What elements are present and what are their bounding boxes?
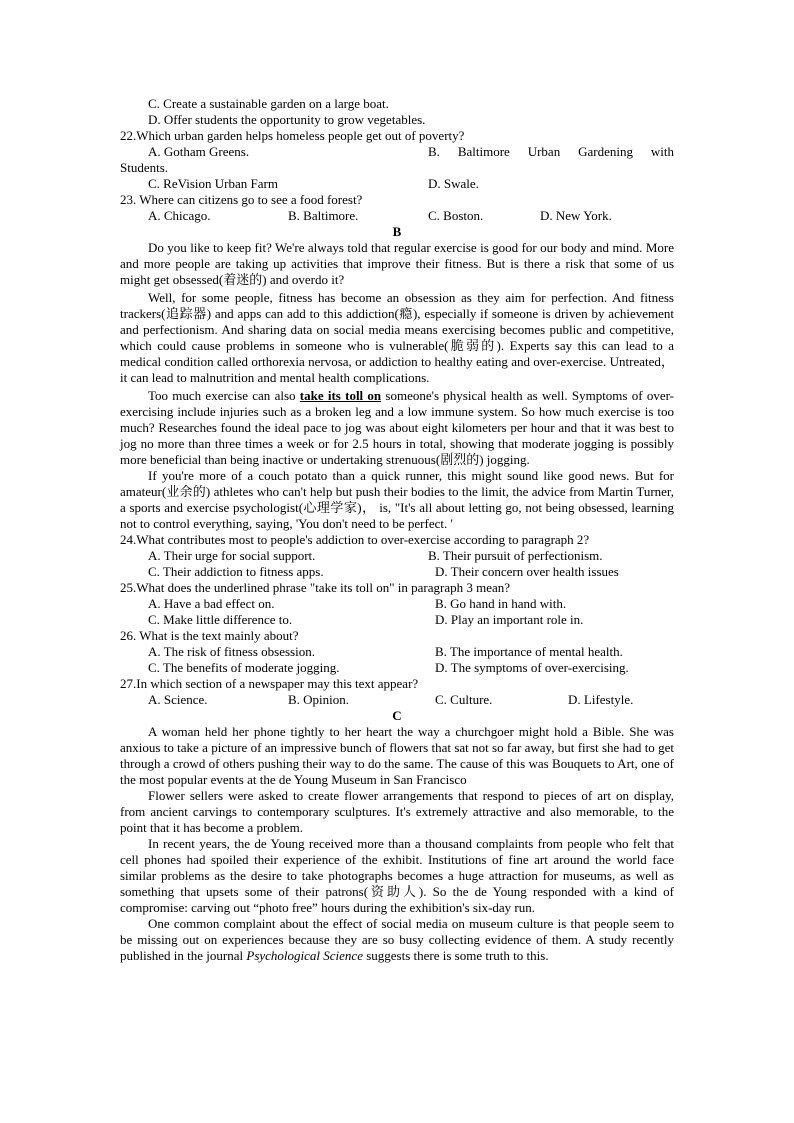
q22-option-a: A. Gotham Greens. bbox=[148, 144, 250, 159]
q24-options-ab bbox=[120, 548, 674, 564]
q26-option-c: C. The benefits of moderate jogging. bbox=[148, 660, 340, 675]
q23-option-b: B. Baltimore. bbox=[288, 208, 359, 223]
section-b-paragraph-2: Well, for some people, fitness has become an obsession as they aim for perfection. And fitness trackers(追踪器) and apps can add to this addiction(瘾), especially if someone is driven by achievement and perfectionism. And sharing data on social media means exercising becomes public and competitive, which could cause problems in someone who is vulnerable(脆弱的). Experts say this can lead to a medical condition called orthorexia nervosa, or addiction to healthy eating and over-exercise. Untreated，it can lead to malnutrition and mental health complications. bbox=[120, 290, 674, 385]
section-c-paragraph-2: Flower sellers were asked to create flower arrangements that respond to pieces of art on display, from ancient carvings to contemporary sculptures. It's extremely attractive and also memorable, to the point that it has become a problem. bbox=[120, 788, 674, 835]
q26-options-cd bbox=[120, 660, 674, 676]
q27-stem: 27.In which section of a newspaper may this text appear? bbox=[120, 676, 419, 691]
section-c-paragraph-4: One common complaint about the effect of social media on museum culture is that people seem to be missing out on experiences because they are so busy collecting evidence of them. A study recently published in the journal Psychological Science suggests there is some truth to this. bbox=[120, 916, 674, 963]
exam-page bbox=[120, 96, 674, 964]
q24-options-cd bbox=[120, 564, 674, 580]
q23-option-a: A. Chicago. bbox=[148, 208, 211, 223]
q25-options-ab bbox=[120, 596, 674, 612]
q25-stem: 25.What does the underlined phrase "take its toll on" in paragraph 3 mean? bbox=[120, 580, 511, 595]
q24-option-b: B. Their pursuit of perfectionism. bbox=[428, 548, 603, 563]
q21-option-d: D. Offer students the opportunity to grow vegetables. bbox=[148, 112, 426, 127]
q24-stem: 24.What contributes most to people's addiction to over-exercise according to paragraph 2? bbox=[120, 532, 590, 547]
q22-stem: 22.Which urban garden helps homeless people get out of poverty? bbox=[120, 128, 465, 143]
section-c-heading: C bbox=[392, 708, 402, 723]
q27-option-b: B. Opinion. bbox=[288, 692, 350, 707]
section-c-paragraph-1: A woman held her phone tightly to her heart the way a churchgoer might hold a Bible. She was anxious to take a picture of an impressive bunch of flowers that sat not so far away, but first she had to get through a crowd of others pushing their way to do the same. The cause of this was Bouquets to Art, one of the most popular events at the de Young Museum in San Francisco bbox=[120, 724, 674, 787]
section-b-heading: B bbox=[392, 224, 402, 239]
q26-option-d: D. The symptoms of over-exercising. bbox=[435, 660, 629, 675]
section-c-passage bbox=[120, 724, 674, 964]
q25-option-c: C. Make little difference to. bbox=[148, 612, 293, 627]
q22-options-ab bbox=[120, 144, 674, 160]
underlined-phrase: take its toll on bbox=[299, 388, 382, 403]
q25-option-d: D. Play an important role in. bbox=[435, 612, 584, 627]
q23-option-d: D. New York. bbox=[540, 208, 612, 223]
journal-title: Psychological Science bbox=[246, 948, 363, 963]
q23-options bbox=[120, 208, 674, 224]
q26-option-a: A. The risk of fitness obsession. bbox=[148, 644, 315, 659]
q23-stem: 23. Where can citizens go to see a food forest? bbox=[120, 192, 363, 207]
q24-option-c: C. Their addiction to fitness apps. bbox=[148, 564, 324, 579]
q25-options-cd bbox=[120, 612, 674, 628]
q22-option-c: C. ReVision Urban Farm bbox=[148, 176, 278, 191]
section-b-paragraph-3: Too much exercise can also take its toll on someone's physical health as well. Symptoms of over-exercising include injuries such as a broken leg and a low immune system. So how much exercise is too much? Researches found the ideal pace to jog was about eight kilometers per hour and that it was best to jog no more than three times a week or for 2.5 hours in total, showing that moderate jogging is possibly more beneficial than being inactive or undertaking strenuous(剧烈的) jogging. bbox=[120, 388, 674, 467]
q25-option-a: A. Have a bad effect on. bbox=[148, 596, 275, 611]
q25-option-b: B. Go hand in hand with. bbox=[435, 596, 567, 611]
q27-option-a: A. Science. bbox=[148, 692, 208, 707]
q27-option-c: C. Culture. bbox=[435, 692, 493, 707]
q26-stem: 26. What is the text mainly about? bbox=[120, 628, 299, 643]
q24-option-a: A. Their urge for social support. bbox=[148, 548, 316, 563]
q22-option-d: D. Swale. bbox=[428, 176, 479, 191]
section-c-paragraph-3: In recent years, the de Young received more than a thousand complaints from people who felt that cell phones had spoiled their experience of the exhibit. Institutions of fine art around the world face similar problems as the desire to take photographs becomes a huge attraction for museums, as well as something that upsets some of their patrons(资助人). So the de Young responded with a kind of compromise: carving out “photo free” hours during the exhibition's six-day run. bbox=[120, 836, 674, 915]
q23-option-c: C. Boston. bbox=[428, 208, 484, 223]
q21-option-c: C. Create a sustainable garden on a large boat. bbox=[148, 96, 389, 111]
q27-options bbox=[120, 692, 674, 708]
section-b-passage bbox=[120, 240, 674, 532]
q22-options-cd bbox=[120, 176, 674, 192]
q22-option-b: B. Baltimore Urban Gardening with bbox=[428, 144, 674, 159]
q27-option-d: D. Lifestyle. bbox=[568, 692, 634, 707]
q26-options-ab bbox=[120, 644, 674, 660]
q22-option-b-cont: Students. bbox=[120, 160, 169, 175]
q24-option-d: D. Their concern over health issues bbox=[435, 564, 619, 579]
q26-option-b: B. The importance of mental health. bbox=[435, 644, 623, 659]
section-b-paragraph-4: If you're more of a couch potato than a quick runner, this might sound like good news. But for amateur(业余的) athletes who can't help but push their bodies to the limit, the advice from Martin Turner, a sports and exercise psychologist(心理学家)， is, "It's all about letting go, not being obsessed, learning not to control everything, saying, 'You don't need to be perfect. ' bbox=[120, 468, 674, 531]
section-b-paragraph-1: Do you like to keep fit? We're always told that regular exercise is good for our body and mind. More and more people are taking up activities that improve their fitness. But is there a risk that some of us might get obsessed(着迷的) and overdo it? bbox=[120, 240, 674, 287]
